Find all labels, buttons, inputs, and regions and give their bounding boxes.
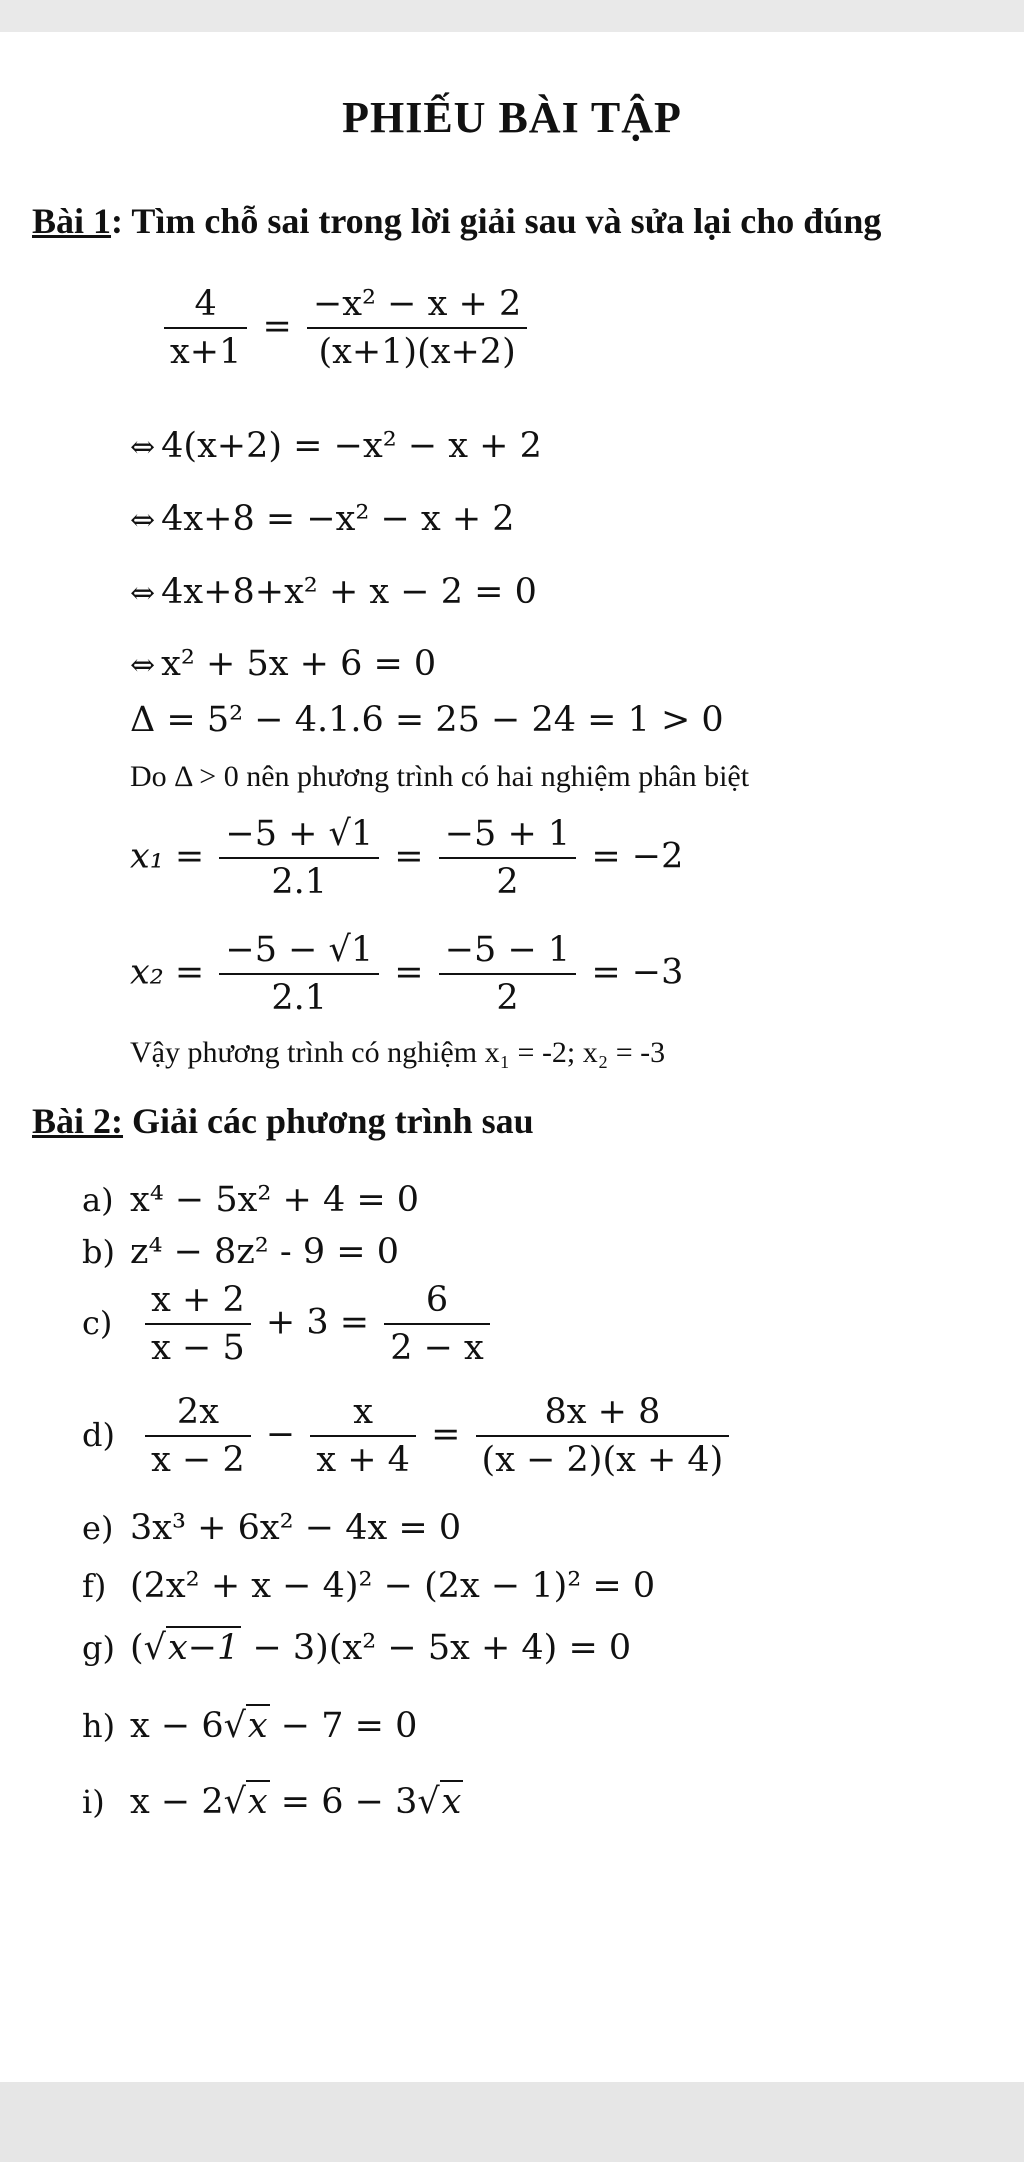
- item-d-f3-num: 8x + 8: [476, 1392, 730, 1437]
- item-d-eq: =: [431, 1414, 461, 1455]
- page-title: PHIẾU BÀI TẬP: [342, 93, 682, 142]
- item-d-op: −: [265, 1414, 296, 1455]
- item-label: i): [82, 1783, 105, 1821]
- step0-lhs-den: x+1: [170, 332, 242, 372]
- x1-f2-num: −5 + 1: [439, 814, 576, 859]
- step0-rhs-fraction: [307, 284, 527, 372]
- item-d-f2-num: x: [310, 1392, 416, 1437]
- bai1-label: Bài 1: [32, 201, 112, 241]
- x2-f2-num: −5 − 1: [439, 930, 576, 975]
- x2-f1-num: −5 − √1: [219, 930, 379, 975]
- item-d-f1-num: 2x: [145, 1392, 251, 1437]
- bai1-step3: [130, 572, 537, 612]
- item-h-post: − 7 = 0: [269, 1706, 418, 1746]
- conclusion-text: Vậy phương trình có nghiệm x₁ = -2; x₂ = -3: [130, 1036, 666, 1069]
- bai2-heading: [32, 1100, 534, 1142]
- bai2-item-e: [82, 1508, 461, 1548]
- x1-fraction-1: [219, 814, 379, 902]
- bai2-item-i: [82, 1782, 463, 1822]
- bai2-item-b: [82, 1232, 399, 1272]
- bai2-item-a: [82, 1180, 419, 1220]
- do-text: Do Δ > 0 nên phương trình có hai nghiệm phân biệt: [130, 760, 750, 793]
- step0-rhs-num: −x² − x + 2: [307, 284, 527, 329]
- item-d-fraction-2: [310, 1392, 416, 1480]
- item-c-mid: + 3 =: [265, 1302, 370, 1343]
- item-c-fraction-1: [145, 1280, 251, 1368]
- bai2-label: Bài 2:: [32, 1101, 124, 1141]
- bai2-item-g: [82, 1628, 631, 1668]
- item-label: a): [82, 1181, 114, 1219]
- item-label: c): [82, 1303, 113, 1342]
- x2-fraction-1: [219, 930, 379, 1018]
- item-b-text: z⁴ − 8z² - 9 = 0: [130, 1232, 399, 1272]
- item-d-f3-den: (x − 2)(x + 4): [481, 1440, 724, 1480]
- equiv-icon: ⇔: [130, 503, 156, 538]
- item-label: b): [82, 1233, 115, 1271]
- item-c-fraction-2: [384, 1280, 490, 1368]
- bottom-strip: [0, 2082, 1024, 2162]
- item-i-mid: = 6 − 3: [269, 1782, 418, 1822]
- bai2-text: Giải các phương trình sau: [123, 1101, 534, 1141]
- step0-lhs-fraction: [164, 284, 247, 372]
- item-e-text: 3x³ + 6x² − 4x = 0: [130, 1508, 462, 1548]
- bai1-heading: [32, 200, 881, 242]
- x2-result: = −3: [591, 952, 684, 993]
- item-g-radicand: x−1: [167, 1628, 240, 1668]
- item-i-pre: x − 2: [130, 1782, 224, 1822]
- x2-f1-den: 2.1: [271, 978, 328, 1018]
- x1-result: = −2: [591, 836, 684, 877]
- item-c-f1-num: x + 2: [145, 1280, 251, 1325]
- bai2-item-c: [82, 1280, 494, 1368]
- item-c-f2-num: 6: [384, 1280, 490, 1325]
- step3-text: 4x+8+x² + x − 2 = 0: [161, 572, 537, 612]
- item-h-radicand: x: [247, 1706, 268, 1746]
- sqrt-icon: √: [223, 1706, 246, 1746]
- bai1-step0: $\frac{4}{x+1}$ = $\frac{\text{−x² − x + 2}}{(x+1)(x+2)}$: [160, 284, 531, 372]
- item-d-f2-den: x + 4: [316, 1440, 410, 1480]
- item-i-radicand-2: x: [441, 1782, 462, 1822]
- equiv-icon: ⇔: [130, 576, 156, 611]
- equiv-icon: ⇔: [130, 648, 156, 683]
- bai2-item-d: [82, 1392, 733, 1480]
- bai1-text: : Tìm chỗ sai trong lời giải sau và sửa lại cho đúng: [111, 201, 882, 241]
- bai1-step4: [130, 644, 436, 684]
- x1-f2-den: 2: [496, 862, 519, 902]
- x1-f1-den: 2.1: [271, 862, 328, 902]
- bai2-item-f: [82, 1566, 655, 1606]
- x2-f2-den: 2: [496, 978, 519, 1018]
- bai1-step1: [130, 426, 542, 466]
- x1-f1-num: −5 + √1: [219, 814, 379, 859]
- step2-text: 4x+8 = −x² − x + 2: [161, 499, 515, 539]
- item-g-pre: (: [130, 1628, 144, 1668]
- step0-rhs-den: (x+1)(x+2): [318, 332, 516, 372]
- x1-fraction-2: [439, 814, 576, 902]
- item-h-pre: x − 6: [130, 1706, 224, 1746]
- bai1-step2: [130, 499, 515, 539]
- item-g-post: − 3)(x² − 5x + 4) = 0: [241, 1628, 632, 1668]
- equiv-icon: ⇔: [130, 430, 156, 465]
- bai2-item-h: [82, 1706, 417, 1746]
- item-a-text: x⁴ − 5x² + 4 = 0: [130, 1180, 420, 1220]
- item-c-f1-den: x − 5: [151, 1328, 245, 1368]
- delta-line: Δ = 5² − 4.1.6 = 25 − 24 = 1 > 0: [130, 700, 724, 740]
- x2-fraction-2: [439, 930, 576, 1018]
- item-label: h): [82, 1707, 116, 1745]
- step4-text: x² + 5x + 6 = 0: [161, 644, 437, 684]
- x1-lhs: x₁ =: [130, 836, 205, 877]
- item-i-radicand: x: [247, 1782, 268, 1822]
- top-strip: [0, 0, 1024, 32]
- item-d-fraction-1: [145, 1392, 251, 1480]
- sqrt-icon: √: [417, 1782, 440, 1822]
- sqrt-icon: √: [223, 1782, 246, 1822]
- step1-text: 4(x+2) = −x² − x + 2: [161, 426, 542, 466]
- item-label: f): [82, 1567, 107, 1605]
- item-label: g): [82, 1629, 115, 1667]
- sqrt-icon: √: [143, 1628, 166, 1668]
- item-label: e): [82, 1509, 114, 1547]
- item-c-f2-den: 2 − x: [390, 1328, 484, 1368]
- step0-lhs-num: 4: [164, 284, 247, 329]
- x2-line: x₂ = $\frac{-5 - √1}{2.1}$ = $\frac{-5 - 1}{2}$ = −3: [130, 930, 684, 1018]
- item-label: d): [82, 1415, 115, 1454]
- item-f-text: (2x² + x − 4)² − (2x − 1)² = 0: [130, 1566, 656, 1606]
- x2-lhs: x₂ =: [130, 952, 205, 993]
- x1-line: x₁ = $\frac{-5 + √1}{2.1}$ = $\frac{-5 + 1}{2}$ = −2: [130, 814, 684, 902]
- item-d-f1-den: x − 2: [151, 1440, 245, 1480]
- item-d-fraction-3: [476, 1392, 730, 1480]
